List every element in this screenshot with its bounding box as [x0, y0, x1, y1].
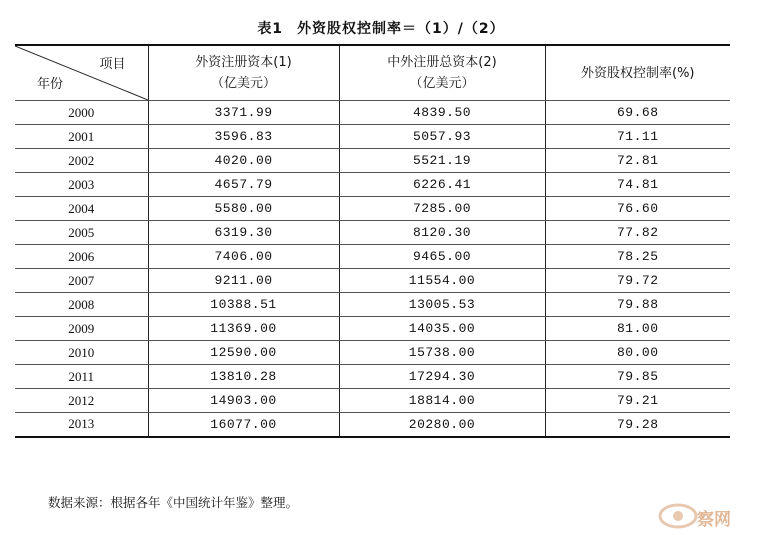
corner-label-item: 项目	[99, 57, 126, 72]
total-capital-cell: 20280.00	[339, 413, 545, 437]
control-rate-cell: 69.68	[545, 101, 730, 125]
foreign-capital-cell: 4657.79	[148, 173, 339, 197]
control-rate-cell: 79.28	[545, 413, 730, 437]
header-control-rate	[545, 45, 730, 101]
year-cell: 2005	[15, 221, 148, 245]
header-total-capital	[339, 45, 545, 101]
year-cell: 2009	[15, 317, 148, 341]
watermark-text: 察网	[697, 510, 731, 530]
year-cell: 2007	[15, 269, 148, 293]
table-title-text: 外资股权控制率＝（1）/（2）	[297, 21, 505, 37]
year-cell: 2011	[15, 365, 148, 389]
header-foreign-capital	[148, 45, 339, 101]
foreign-capital-cell: 10388.51	[148, 293, 339, 317]
table-row	[15, 341, 730, 365]
control-rate-cell: 76.60	[545, 197, 730, 221]
header-total-capital-line1: 中外注册总资本(2)	[387, 55, 497, 70]
header-total-capital-unit: （亿美元）	[409, 76, 475, 91]
total-capital-cell: 18814.00	[339, 389, 545, 413]
table-row	[15, 317, 730, 341]
total-capital-cell: 11554.00	[339, 269, 545, 293]
foreign-capital-cell: 6319.30	[148, 221, 339, 245]
year-cell: 2002	[15, 149, 148, 173]
control-rate-cell: 79.72	[545, 269, 730, 293]
total-capital-cell: 7285.00	[339, 197, 545, 221]
foreign-capital-cell: 7406.00	[148, 245, 339, 269]
total-capital-cell: 5057.93	[339, 125, 545, 149]
year-cell: 2004	[15, 197, 148, 221]
year-cell: 2000	[15, 101, 148, 125]
control-rate-cell: 81.00	[545, 317, 730, 341]
total-capital-cell: 8120.30	[339, 221, 545, 245]
control-rate-cell: 79.85	[545, 365, 730, 389]
table-row	[15, 125, 730, 149]
table-row	[15, 245, 730, 269]
table-row	[15, 149, 730, 173]
source-note: 数据来源：根据各年《中国统计年鉴》整理。	[48, 495, 299, 510]
table-body	[15, 101, 730, 437]
header-control-rate-label: 外资股权控制率(%)	[581, 65, 695, 81]
data-table	[15, 44, 730, 438]
diagonal-line	[15, 46, 148, 100]
control-rate-cell: 74.81	[545, 173, 730, 197]
table-row	[15, 173, 730, 197]
table-row	[15, 365, 730, 389]
control-rate-cell: 79.21	[545, 389, 730, 413]
year-cell: 2010	[15, 341, 148, 365]
total-capital-cell: 4839.50	[339, 101, 545, 125]
year-cell: 2013	[15, 413, 148, 437]
total-capital-cell: 5521.19	[339, 149, 545, 173]
total-capital-cell: 14035.00	[339, 317, 545, 341]
header-row	[15, 45, 730, 101]
table-row	[15, 197, 730, 221]
year-cell: 2003	[15, 173, 148, 197]
year-cell: 2008	[15, 293, 148, 317]
table-row	[15, 389, 730, 413]
control-rate-cell: 77.82	[545, 221, 730, 245]
year-cell: 2012	[15, 389, 148, 413]
total-capital-cell: 6226.41	[339, 173, 545, 197]
total-capital-cell: 13005.53	[339, 293, 545, 317]
foreign-capital-cell: 9211.00	[148, 269, 339, 293]
control-rate-cell: 80.00	[545, 341, 730, 365]
table-row	[15, 413, 730, 437]
total-capital-cell: 17294.30	[339, 365, 545, 389]
corner-header	[15, 45, 148, 101]
control-rate-cell: 79.88	[545, 293, 730, 317]
table-row	[15, 101, 730, 125]
corner-label-year: 年份	[37, 77, 64, 92]
header-foreign-capital-line1: 外资注册资本(1)	[195, 55, 292, 70]
year-cell: 2006	[15, 245, 148, 269]
control-rate-cell: 78.25	[545, 245, 730, 269]
table-number: 表1	[257, 21, 284, 37]
table-row	[15, 269, 730, 293]
header-foreign-capital-unit: （亿美元）	[210, 76, 276, 91]
foreign-capital-cell: 14903.00	[148, 389, 339, 413]
table-title	[0, 18, 762, 38]
total-capital-cell: 15738.00	[339, 341, 545, 365]
foreign-capital-cell: 12590.00	[148, 341, 339, 365]
foreign-capital-cell: 3596.83	[148, 125, 339, 149]
control-rate-cell: 71.11	[545, 125, 730, 149]
control-rate-cell: 72.81	[545, 149, 730, 173]
foreign-capital-cell: 13810.28	[148, 365, 339, 389]
total-capital-cell: 9465.00	[339, 245, 545, 269]
foreign-capital-cell: 3371.99	[148, 101, 339, 125]
foreign-capital-cell: 4020.00	[148, 149, 339, 173]
year-cell: 2001	[15, 125, 148, 149]
foreign-capital-cell: 11369.00	[148, 317, 339, 341]
foreign-capital-cell: 5580.00	[148, 197, 339, 221]
table-row	[15, 293, 730, 317]
table-row	[15, 221, 730, 245]
foreign-capital-cell: 16077.00	[148, 413, 339, 437]
